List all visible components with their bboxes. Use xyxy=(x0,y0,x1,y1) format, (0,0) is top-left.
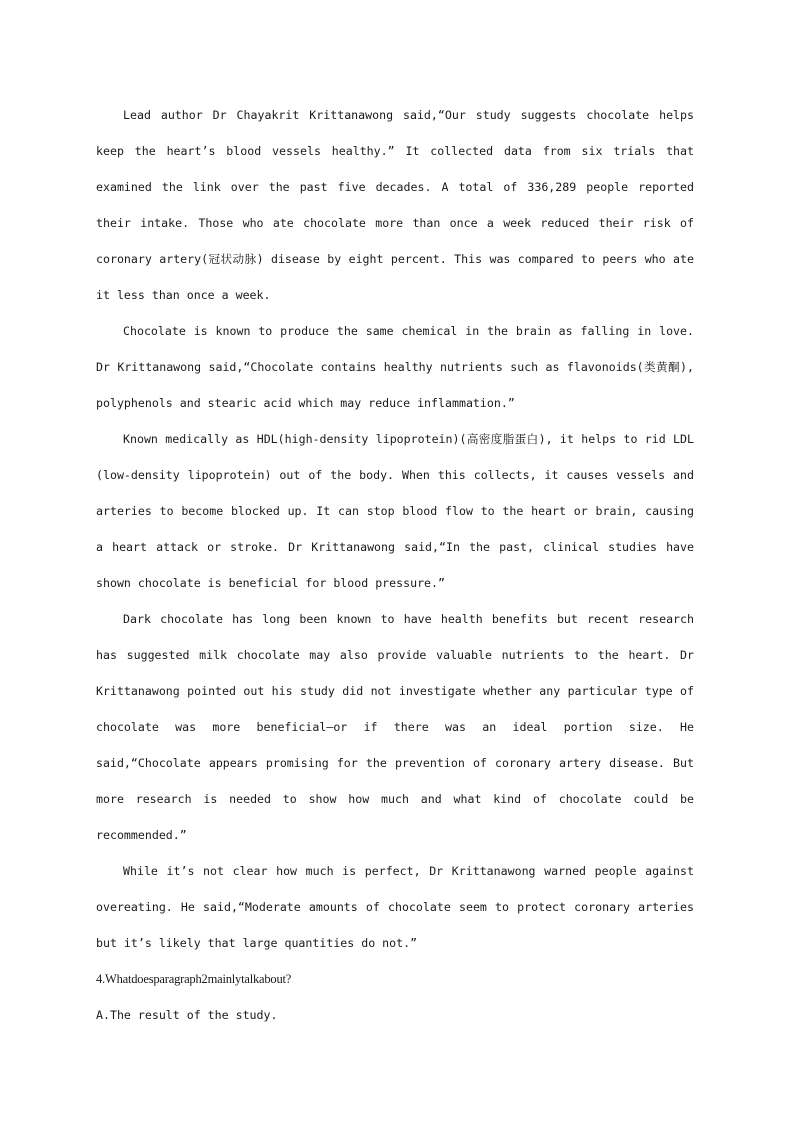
option-a: A.The result of the study. xyxy=(96,1008,278,1022)
paragraph-5: While it’s not clear how much is perfect, Dr Krittanawong warned people against overeating. He said,“Moderate amounts of chocolate seem to protect coronary arteries but it’s likely that large quantities do not.” xyxy=(96,864,694,950)
paragraph-2: Chocolate is known to produce the same chemical in the brain as falling in love. Dr Krittanawong said,“Chocolate contains healthy nutrients such as flavonoids(类黄酮), polyphenols and stearic acid which may reduce inflammation.” xyxy=(96,324,694,410)
paragraph-1: Lead author Dr Chayakrit Krittanawong said,“Our study suggests chocolate helps keep the heart’s blood vessels healthy.” It collected data from six trials that examined the link over the past five decades. A total of 336,289 people reported their intake. Those who ate chocolate more than once a week reduced their risk of coronary artery(冠状动脉) disease by eight percent. This was compared to peers who ate it less than once a week. xyxy=(96,108,694,302)
article-body xyxy=(96,97,694,1033)
paragraph-4: Dark chocolate has long been known to have health benefits but recent research has suggested milk chocolate may also provide valuable nutrients to the heart. Dr Krittanawong pointed out his study did not investigate whether any particular type of chocolate was more beneficial—or if there was an ideal portion size. He said,“Chocolate appears promising for the prevention of coronary artery disease. But more research is needed to show how much and what kind of chocolate could be recommended.” xyxy=(96,612,694,842)
paragraph-3: Known medically as HDL(high-density lipoprotein)(高密度脂蛋白), it helps to rid LDL (low-density lipoprotein) out of the body. When this collects, it causes vessels and arteries to become blocked up. It can stop blood flow to the heart or brain, causing a heart attack or stroke. Dr Krittanawong said,“In the past, clinical studies have shown chocolate is beneficial for blood pressure.” xyxy=(96,432,694,590)
question-4: 4.Whatdoesparagraph2mainlytalkabout? xyxy=(96,972,292,986)
